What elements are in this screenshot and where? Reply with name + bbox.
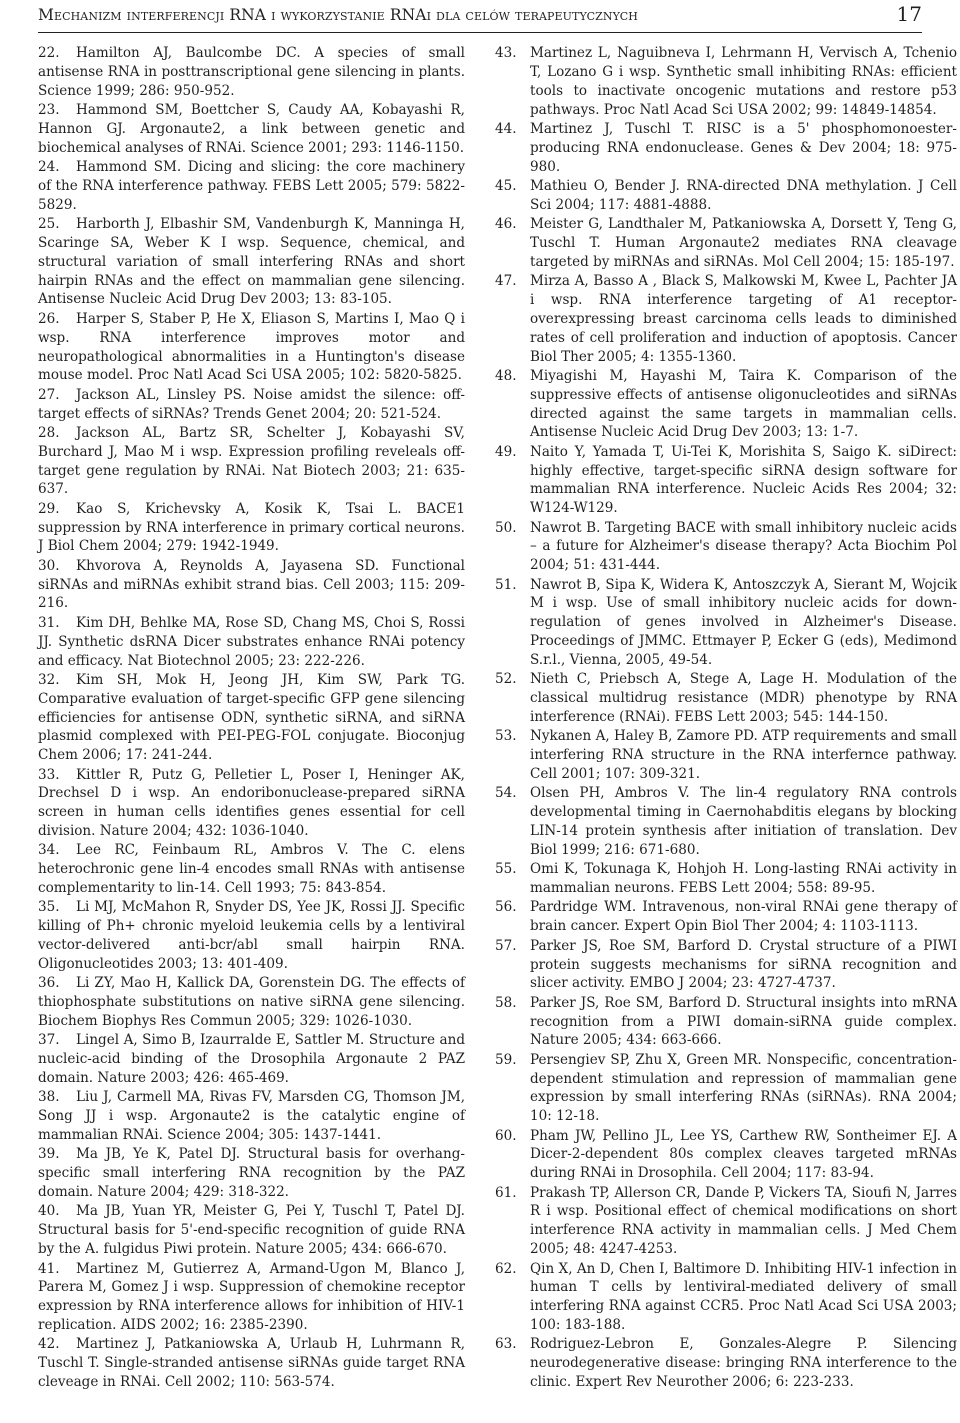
reference-item <box>38 1260 465 1335</box>
reference-text: Prakash TP, Allerson CR, Dande P, Vickers TA, Sioufi N, Jarres R i wsp. Positional effect of chemical modifications on short interference RNA activity in mammalian cells. J Med Chem 2005; 48: 4247-4253. <box>530 1184 957 1258</box>
reference-item <box>38 215 465 309</box>
page-number: 17 <box>896 2 922 26</box>
reference-item <box>495 443 957 518</box>
reference-text: Kao S, Krichevsky A, Kosik K, Tsai L. BACE1 suppression by RNA interference in primary cortical neurons. J Biol Chem 2004; 279: 1942-1949. <box>38 500 465 555</box>
reference-number: 58. <box>495 994 517 1011</box>
reference-item <box>495 1335 957 1392</box>
reference-number: 22. <box>38 45 60 61</box>
reference-item <box>495 367 957 442</box>
reference-number: 32. <box>38 671 60 688</box>
reference-number: 29. <box>38 500 60 517</box>
reference-number: 45. <box>495 177 517 194</box>
reference-text: Olsen PH, Ambros V. The lin-4 regulatory RNA controls developmental timing in Caernohabditis elegans by blocking LIN-14 protein synthesis after initiation of translation. Dev Biol 1999; 216: 671-680. <box>530 785 957 858</box>
reference-number: 54. <box>495 785 517 802</box>
reference-number: 46. <box>495 216 517 233</box>
reference-item <box>38 766 465 841</box>
reference-item <box>38 1202 465 1259</box>
reference-text: Ma JB, Ye K, Patel DJ. Structural basis for overhang-specific small interfering RNA recognition by the PAZ domain. Nature 2004; 429: 318-322. <box>38 1146 465 1201</box>
reference-text: Persengiev SP, Zhu X, Green MR. Nonspecific, concentration-dependent stimulation and repression of mammalian gene expression by small interfering RNAs (siRNAs). RNA 2004; 10: 12-18. <box>530 1051 957 1125</box>
reference-text: Nawrot B. Targeting BACE with small inhibitory nucleic acids – a future for Alzheimer's disease therapy? Acta Biochim Pol 2004; 51: 431-444. <box>530 519 957 574</box>
reference-item <box>495 860 957 898</box>
reference-item <box>495 272 957 366</box>
reference-text: Rodriguez-Lebron E, Gonzales-Alegre P. Silencing neurodegenerative disease: bringing RNA interference to the clinic. Expert Rev Neurother 2006; 6: 223-233. <box>530 1336 957 1391</box>
reference-text: Lingel A, Simo B, Izaurralde E, Sattler M. Structure and nucleic-acid binding of the Drosophila Argonaute 2 PAZ domain. Nature 2003; 426: 465-469. <box>38 1032 465 1087</box>
reference-number: 33. <box>38 766 60 783</box>
reference-item <box>38 841 465 898</box>
reference-number: 56. <box>495 899 517 916</box>
reference-text: Qin X, An D, Chen I, Baltimore D. Inhibiting HIV-1 infection in human T cells by lentiviral-mediated delivery of small interfering RNA against CCR5. Proc Natl Acad Sci USA 2003; 100: 183-188. <box>530 1260 957 1334</box>
reference-item <box>38 557 465 614</box>
running-header <box>38 0 922 34</box>
reference-item <box>495 44 957 119</box>
reference-text: Meister G, Landthaler M, Patkaniowska A, Dorsett Y, Teng G, Tuschl T. Human Argonaute2 mediates RNA cleavage targeted by miRNAs and siRNAs. Mol Cell 2004; 15: 185-197. <box>530 216 957 270</box>
reference-number: 44. <box>495 120 517 137</box>
reference-item <box>495 576 957 670</box>
reference-text: Parker JS, Roe SM, Barford D. Structural insights into mRNA recognition from a PIWI domain-siRNA guide complex. Nature 2005; 434: 663-666. <box>530 994 957 1049</box>
reference-item <box>38 386 465 424</box>
reference-number: 52. <box>495 671 517 688</box>
reference-number: 62. <box>495 1260 517 1277</box>
reference-text: Li ZY, Mao H, Kallick DA, Gorenstein DG. The effects of thiophosphate substitutions on native siRNA gene silencing. Biochem Biophys Res Commun 2005; 329: 1026-1030. <box>38 975 465 1030</box>
reference-item <box>38 424 465 499</box>
reference-number: 35. <box>38 899 60 916</box>
reference-number: 49. <box>495 443 517 460</box>
reference-item <box>495 1051 957 1126</box>
reference-item <box>38 158 465 215</box>
reference-item <box>495 1184 957 1259</box>
reference-text: Martinez J, Tuschl T. RISC is a 5' phosphomonoester-producing RNA endonuclease. Genes & Dev 2004; 18: 975-980. <box>530 120 957 175</box>
reference-text: Nawrot B, Sipa K, Widera K, Antoszczyk A, Sierant M, Wojcik M i wsp. Use of small inhibitory nucleic acids for down-regulation of genes involved in Alzheimer's Disease. Proceedings of JMMC. Ettmayer P, Ecker G (eds), Medimond S.r.l., Vienna, 2005, 49-54. <box>530 576 957 668</box>
reference-number: 47. <box>495 273 517 290</box>
reference-number: 30. <box>38 557 60 574</box>
reference-number: 24. <box>38 159 60 176</box>
reference-number: 41. <box>38 1260 60 1277</box>
reference-text: Parker JS, Roe SM, Barford D. Crystal structure of a PIWI protein suggests mechanisms for siRNA recognition and slicer activity. EMBO J 2004; 23: 4727-4737. <box>530 937 957 992</box>
reference-number: 55. <box>495 861 517 878</box>
reference-text: Jackson AL, Linsley PS. Noise amidst the silence: off-target effects of siRNAs? Trends Genet 2004; 20: 521-524. <box>38 386 465 422</box>
reference-text: Mirza A, Basso A , Black S, Malkowski M, Kwee L, Pachter JA i wsp. RNA interference targeting of A1 receptor-overexpressing breast carcinoma cells leads to diminished rates of cell proliferation and induction of apoptosis. Cancer Biol Ther 2005; 4: 1355-1360. <box>530 273 957 365</box>
reference-text: Pardridge WM. Intravenous, non-viral RNAi gene therapy of brain cancer. Expert Opin Biol Ther 2004; 4: 1103-1113. <box>530 899 957 935</box>
reference-item <box>38 1335 465 1392</box>
reference-number: 27. <box>38 386 60 403</box>
reference-text: Li MJ, McMahon R, Snyder DS, Yee JK, Rossi JJ. Specific killing of Ph+ chronic myeloid leukemia cells by a lentiviral vector-delivered anti-bcr/abl small hairpin RNA. Oligonucleotides 2003; 13: 401-409. <box>38 899 465 972</box>
reference-number: 59. <box>495 1051 517 1068</box>
reference-number: 31. <box>38 614 60 631</box>
reference-number: 38. <box>38 1089 60 1106</box>
reference-number: 48. <box>495 367 517 384</box>
reference-text: Harborth J, Elbashir SM, Vandenburgh K, Manninga H, Scaringe SA, Weber K I wsp. Sequence, chemical, and structural variation of small interfering RNAs and short hairpin RNAs and the effect on mammalian gene silencing. Antisense Nucleic Acid Drug Dev 2003; 13: 83-105. <box>38 216 465 308</box>
reference-number: 53. <box>495 728 517 745</box>
reference-number: 25. <box>38 216 60 233</box>
reference-text: Miyagishi M, Hayashi M, Taira K. Comparison of the suppressive effects of antisense oligonucleotides and siRNAs directed against the same targets in mammalian cells. Antisense Nucleic Acid Drug Dev 2003; 13: 1-7. <box>530 367 957 441</box>
reference-number: 40. <box>38 1203 60 1220</box>
reference-item <box>38 671 465 765</box>
reference-text: Liu J, Carmell MA, Rivas FV, Marsden CG, Thomson JM, Song JJ i wsp. Argonaute2 is the catalytic engine of mammalian RNAi. Science 2004; 305: 1437-1441. <box>38 1089 465 1144</box>
reference-text: Kim DH, Behlke MA, Rose SD, Chang MS, Choi S, Rossi JJ. Synthetic dsRNA Dicer substrates enhance RNAi potency and efficacy. Nat Biotechnol 2005; 23: 222-226. <box>38 614 465 669</box>
reference-item <box>38 310 465 385</box>
reference-text: Hammond SM. Dicing and slicing: the core machinery of the RNA interference pathway. FEBS Lett 2005; 579: 5822-5829. <box>38 159 465 213</box>
running-title: Mechanizm interferencji RNA i wykorzystanie RNAi dla celów terapeutycznych <box>38 6 638 24</box>
reference-text: Khvorova A, Reynolds A, Jayasena SD. Functional siRNAs and miRNAs exhibit strand bias. Cell 2003; 115: 209-216. <box>38 557 465 612</box>
reference-item <box>495 215 957 272</box>
reference-text: Kittler R, Putz G, Pelletier L, Poser I, Heninger AK, Drechsel D i wsp. An endoribonuclease-prepared siRNA screen in human cells identifies genes essential for cell division. Nature 2004; 432: 1036-1040. <box>38 766 465 840</box>
reference-text: Omi K, Tokunaga K, Hohjoh H. Long-lasting RNAi activity in mammalian neurons. FEBS Lett 2004; 558: 89-95. <box>530 861 957 897</box>
reference-item <box>38 898 465 973</box>
reference-number: 51. <box>495 576 517 593</box>
reference-item <box>38 44 465 101</box>
reference-item <box>495 1260 957 1335</box>
reference-item <box>495 1127 957 1184</box>
reference-number: 37. <box>38 1032 60 1049</box>
reference-text: Nieth C, Priebsch A, Stege A, Lage H. Modulation of the classical multidrug resistance (MDR) phenotype by RNA interference (RNAi). FEBS Lett 2003; 545: 144-150. <box>530 671 957 726</box>
reference-number: 63. <box>495 1336 517 1353</box>
reference-text: Ma JB, Yuan YR, Meister G, Pei Y, Tuschl T, Patel DJ. Structural basis for 5'-end-specific recognition of guide RNA by the A. fulgidus Piwi protein. Nature 2005; 434: 666-670. <box>38 1203 465 1258</box>
reference-item <box>495 994 957 1051</box>
reference-item <box>38 974 465 1031</box>
reference-text: Martinez J, Patkaniowska A, Urlaub H, Luhrmann R, Tuschl T. Single-stranded antisense siRNAs guide target RNA cleveage in RNAi. Cell 2002; 110: 563-574. <box>38 1336 465 1391</box>
reference-text: Naito Y, Yamada T, Ui-Tei K, Morishita S, Saigo K. siDirect: highly effective, target-specific siRNA design software for mammalian RNA interference. Nucleic Acids Res 2004; 32: W124-W129. <box>530 443 957 517</box>
reference-number: 39. <box>38 1146 60 1163</box>
reference-item <box>495 519 957 576</box>
reference-item <box>495 670 957 727</box>
reference-column-left <box>38 44 465 1392</box>
reference-number: 43. <box>495 45 517 61</box>
reference-text: Martinez M, Gutierrez A, Armand-Ugon M, Blanco J, Parera M, Gomez J i wsp. Suppression of chemokine receptor expression by RNA interference allows for inhibition of HIV-1 replication. AIDS 2002; 16: 2385-2390. <box>38 1260 465 1334</box>
reference-text: Martinez L, Naguibneva I, Lehrmann H, Vervisch A, Tchenio T, Lozano G i wsp. Synthetic small inhibiting RNAs: efficient tools to inactivate oncogenic mutations and restore p53 pathways. Proc Natl Acad Sci USA 2002; 99: 14849-14854. <box>530 45 957 118</box>
reference-number: 36. <box>38 975 60 992</box>
reference-text: Pham JW, Pellino JL, Lee YS, Carthew RW, Sontheimer EJ. A Dicer-2-dependent 80s complex cleaves targeted mRNAs during RNAi in Drosophila. Cell 2004; 117: 83-94. <box>530 1127 957 1182</box>
reference-text: Hamilton AJ, Baulcombe DC. A species of small antisense RNA in posttranscriptional gene silencing in plants. Science 1999; 286: 950-952. <box>38 45 465 99</box>
reference-text: Harper S, Staber P, He X, Eliason S, Martins I, Mao Q i wsp. RNA interference improves motor and neuropathological abnormalities in a Huntington's disease mouse model. Proc Natl Acad Sci USA 2005; 102: 5820-5825. <box>38 310 465 384</box>
reference-number: 23. <box>38 102 60 119</box>
reference-item <box>495 177 957 215</box>
reference-item <box>38 1145 465 1202</box>
reference-item <box>38 614 465 671</box>
header-rule <box>38 32 922 33</box>
reference-item <box>495 727 957 784</box>
reference-number: 42. <box>38 1336 60 1353</box>
reference-text: Nykanen A, Haley B, Zamore PD. ATP requirements and small interfering RNA structure in the RNA interfernce pathway. Cell 2001; 107: 309-321. <box>530 728 957 783</box>
reference-number: 34. <box>38 842 60 859</box>
reference-column-right <box>495 44 957 1392</box>
reference-text: Hammond SM, Boettcher S, Caudy AA, Kobayashi R, Hannon GJ. Argonaute2, a link between genetic and biochemical analyses of RNAi. Science 2001; 293: 1146-1150. <box>38 102 465 156</box>
reference-number: 26. <box>38 310 60 327</box>
reference-text: Kim SH, Mok H, Jeong JH, Kim SW, Park TG. Comparative evaluation of target-specific GFP gene silencing efficiencies for antisense ODN, synthetic siRNA, and siRNA plasmid complexed with PEI-PEG-FOL conjugate. Bioconjug Chem 2006; 17: 241-244. <box>38 671 465 764</box>
reference-number: 57. <box>495 937 517 954</box>
reference-number: 60. <box>495 1127 517 1144</box>
reference-item <box>38 1031 465 1088</box>
reference-number: 61. <box>495 1184 517 1201</box>
reference-text: Jackson AL, Bartz SR, Schelter J, Kobayashi SV, Burchard J, Mao M i wsp. Expression profiling reveleals off-target gene regulation by RNAi. Nat Biotech 2003; 21: 635-637. <box>38 424 465 498</box>
reference-item <box>495 784 957 859</box>
reference-item <box>495 120 957 177</box>
reference-item <box>38 1088 465 1145</box>
reference-item <box>495 898 957 936</box>
reference-item <box>38 101 465 158</box>
reference-item <box>38 500 465 557</box>
reference-number: 50. <box>495 519 517 536</box>
reference-item <box>495 937 957 994</box>
reference-number: 28. <box>38 424 60 441</box>
reference-text: Mathieu O, Bender J. RNA-directed DNA methylation. J Cell Sci 2004; 117: 4881-4888. <box>530 177 957 213</box>
reference-text: Lee RC, Feinbaum RL, Ambros V. The C. elens heterochronic gene lin-4 encodes small RNAs with antisense complementarity to lin-14. Cell 1993; 75: 843-854. <box>38 842 465 897</box>
